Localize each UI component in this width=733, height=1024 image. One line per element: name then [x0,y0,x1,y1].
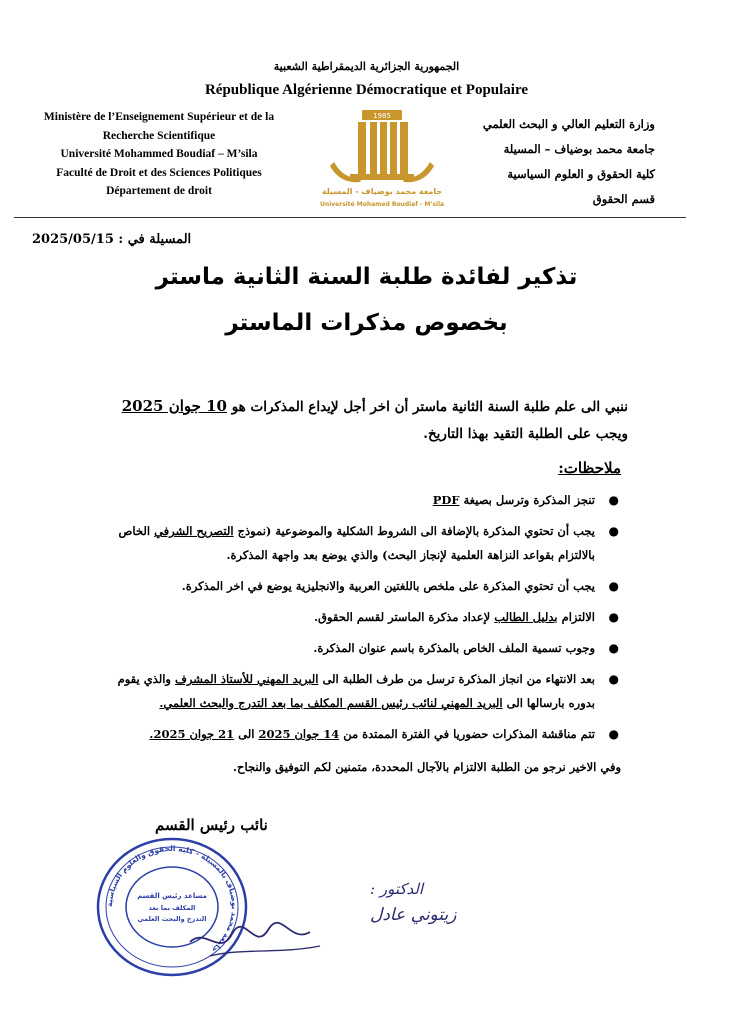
signature-icon [170,872,457,967]
document-subtitle: بخصوص مذكرات الماستر [225,310,508,336]
note-emphasis: البريد المهني لنائب رئيس القسم المكلف بما بعد التدرج والبحث العلمي. [159,696,503,710]
document-date: المسيلة في : 2025/05/15 [32,232,192,247]
note-text: يجب أن تحتوي المذكرة بالإضافة الى الشروط الشكلية والموضوعية (نموذج [233,524,595,538]
header-left-line: Université Mohammed Boudiaf – M’sila [60,148,258,160]
header-left-line: Faculté de Droit et des Sciences Politiques [56,166,262,179]
header-left-line: Département de droit [106,185,212,197]
bullet-icon: ● [608,493,619,507]
note-emphasis: PDF [432,493,460,507]
republic-arabic: الجمهورية الجزائرية الديمقراطية الشعبية [273,60,460,73]
document-title: تذكير لفائدة طلبة السنة الثانية ماستر [155,264,578,290]
header-right-line: قسم الحقوق [592,192,655,206]
deadline-date: 10 جوان 2025 [121,397,227,415]
signatory-title: نائب رئيس القسم [155,816,268,834]
svg-text:Université Mohamed Boudiaf - M: Université Mohamed Boudiaf - M'sila [319,201,445,208]
header-right-line: كلية الحقوق و العلوم السياسية [507,167,655,181]
signature [170,872,457,967]
svg-text:زيتوني عادل: زيتوني عادل [370,905,457,925]
svg-text:التدرج والبحث العلمي: التدرج والبحث العلمي [137,915,207,923]
note-item [101,667,621,715]
closing-text: وفي الاخير نرجو من الطلبة الالتزام بالآجال المحددة، متمنين لكم التوفيق والنجاح. [233,760,621,774]
note-emphasis: بدليل الطالب [494,610,558,624]
header-divider [14,217,686,218]
intro-line-1 [68,393,628,421]
svg-text:جامعة محمد بوضياف بالمسيلة - ك: جامعة محمد بوضياف بالمسيلة - كلية الحقوق والعلوم السياسية [104,843,240,955]
note-item [101,519,621,567]
note-text: الخاص بالالتزام بقواعد النزاهة العلمية لإنجاز البحث) والذي يوضع بعد واجهة المذكرة. [118,524,595,562]
bullet-icon: ● [608,579,619,593]
note-text: تتم مناقشة المذكرات حضوريا في الفترة الممتدة من [339,727,595,741]
bullet-icon: ● [608,524,619,538]
note-text: بعد الانتهاء من انجاز المذكرة ترسل من طرف الطلبة الى [318,672,595,686]
header-right-block [425,112,655,212]
note-emphasis: البريد المهني للأستاذ المشرف [175,672,319,686]
note-emphasis: 14 جوان 2025 [258,727,340,741]
note-text: الى [234,727,259,741]
header-left-block [18,108,300,201]
note-emphasis: التصريح الشرفي [154,524,234,538]
notes-list [101,488,621,753]
note-item [101,636,621,660]
note-text: الالتزام [557,610,595,624]
bullet-icon: ● [608,727,619,741]
note-text: وجوب تسمية الملف الخاص بالمذكرة باسم عنوان المذكرة. [313,641,595,655]
bullet-icon: ● [608,641,619,655]
note-item [101,574,621,598]
bullet-icon: ● [608,672,619,686]
note-text: تنجز المذكرة وترسل بصيغة [459,493,595,507]
svg-text:المكلف بما بعد: المكلف بما بعد [148,904,196,912]
note-item [101,605,621,629]
header-right-line: جامعة محمد بوضياف – المسيلة [503,142,655,156]
notes-heading: ملاحظات: [558,459,621,477]
note-text: لإعداد مذكرة الماستر لقسم الحقوق. [314,610,495,624]
svg-text:مساعد رئيس القسم: مساعد رئيس القسم [137,892,207,900]
note-emphasis: 21 جوان 2025. [149,727,235,741]
intro-text: ننبي الى علم طلبة السنة الثانية ماستر أن اخر أجل لإيداع المذكرات هو [227,399,628,415]
note-item [101,722,621,746]
header-left-line: Ministère de l’Enseignement Supérieur et de la [43,111,275,123]
svg-text:الدكتور :: الدكتور : [370,880,424,898]
svg-text:جامعة محمد بوضياف - المسيلة: جامعة محمد بوضياف - المسيلة [321,187,443,196]
svg-text:1985: 1985 [373,112,391,120]
intro-line-2: ويجب على الطلبة التقيد بهذا التاريخ. [423,426,628,442]
note-text: يجب أن تحتوي المذكرة على ملخص باللغتين العربية والانجليزية يوضع في اخر المذكرة. [181,579,595,593]
intro-paragraph [68,393,628,448]
bullet-icon: ● [608,610,619,624]
header-left-line: Recherche Scientifique [102,129,216,142]
note-item [101,488,621,512]
republic-french: République Algérienne Démocratique et Populaire [204,82,529,98]
note-text: والذي يقوم بدوره بارسالها الى [117,672,595,710]
header-right-line: وزارة التعليم العالي و البحث العلمي [482,117,655,131]
